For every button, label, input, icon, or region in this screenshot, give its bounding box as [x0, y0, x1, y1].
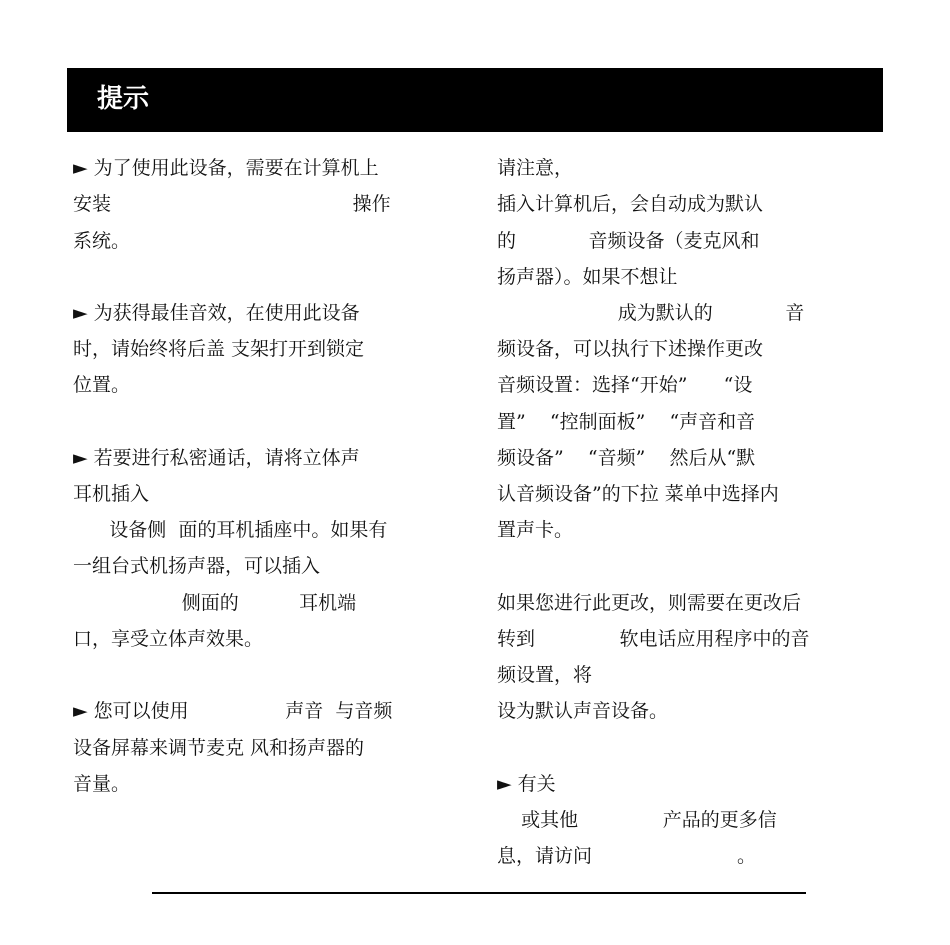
right-line: 或其他 产品的更多信 — [497, 809, 777, 831]
right-line: 请注意， — [497, 157, 574, 179]
left-line: 安装 操作 — [73, 193, 391, 215]
right-line: ► 有关 — [497, 773, 556, 795]
left-line: 音量。 — [73, 773, 131, 795]
right-line: 成为默认的 音 — [497, 302, 805, 324]
left-line: 位置。 — [73, 374, 131, 396]
left-line: 侧面的 耳机端 — [73, 592, 357, 614]
right-line: 转到 软电话应用程序中的音 — [497, 628, 810, 650]
right-line: 息，请访问 。 — [497, 845, 756, 867]
footer-divider — [152, 892, 806, 894]
right-line: 扬声器）。如果不想让 — [497, 266, 678, 288]
left-line: 一组台式机扬声器，可以插入 — [73, 555, 321, 577]
left-line: 设备侧 面的耳机插座中。如果有 — [73, 519, 388, 541]
page-title: 提示 — [97, 84, 150, 114]
right-line: 置” “控制面板” “声音和音 — [497, 411, 756, 433]
right-line: 认音频设备”的下拉 菜单中选择内 — [497, 483, 779, 505]
right-line: 设为默认声音设备。 — [497, 700, 669, 722]
left-line: ► 为了使用此设备，需要在计算机上 — [73, 157, 379, 179]
left-line: ► 您可以使用 声音 与音频 — [73, 700, 393, 722]
left-line: 口，享受立体声效果。 — [73, 628, 264, 650]
right-line: 如果您进行此更改，则需要在更改后 — [497, 592, 802, 614]
left-line: 耳机插入 — [73, 483, 150, 505]
right-line: 频设备，可以执行下述操作更改 — [497, 338, 764, 360]
right-line: 插入计算机后，会自动成为默认 — [497, 193, 764, 215]
left-line: ► 为获得最佳音效，在使用此设备 — [73, 302, 360, 324]
header-bar — [67, 68, 883, 132]
right-line: 频设备” “音频” 然后从“默 — [497, 447, 756, 469]
right-line: 频设置，将 — [497, 664, 593, 686]
right-line: 的 音频设备（麦克风和 — [497, 230, 760, 252]
left-line: 设备屏幕来调节麦克 风和扬声器的 — [73, 737, 365, 759]
right-line: 音频设置：选择“开始” “设 — [497, 374, 753, 396]
left-line: ► 若要进行私密通话，请将立体声 — [73, 447, 360, 469]
left-line: 系统。 — [73, 230, 131, 252]
right-line: 置声卡。 — [497, 519, 574, 541]
left-line: 时，请始终将后盖 支架打开到锁定 — [73, 338, 365, 360]
